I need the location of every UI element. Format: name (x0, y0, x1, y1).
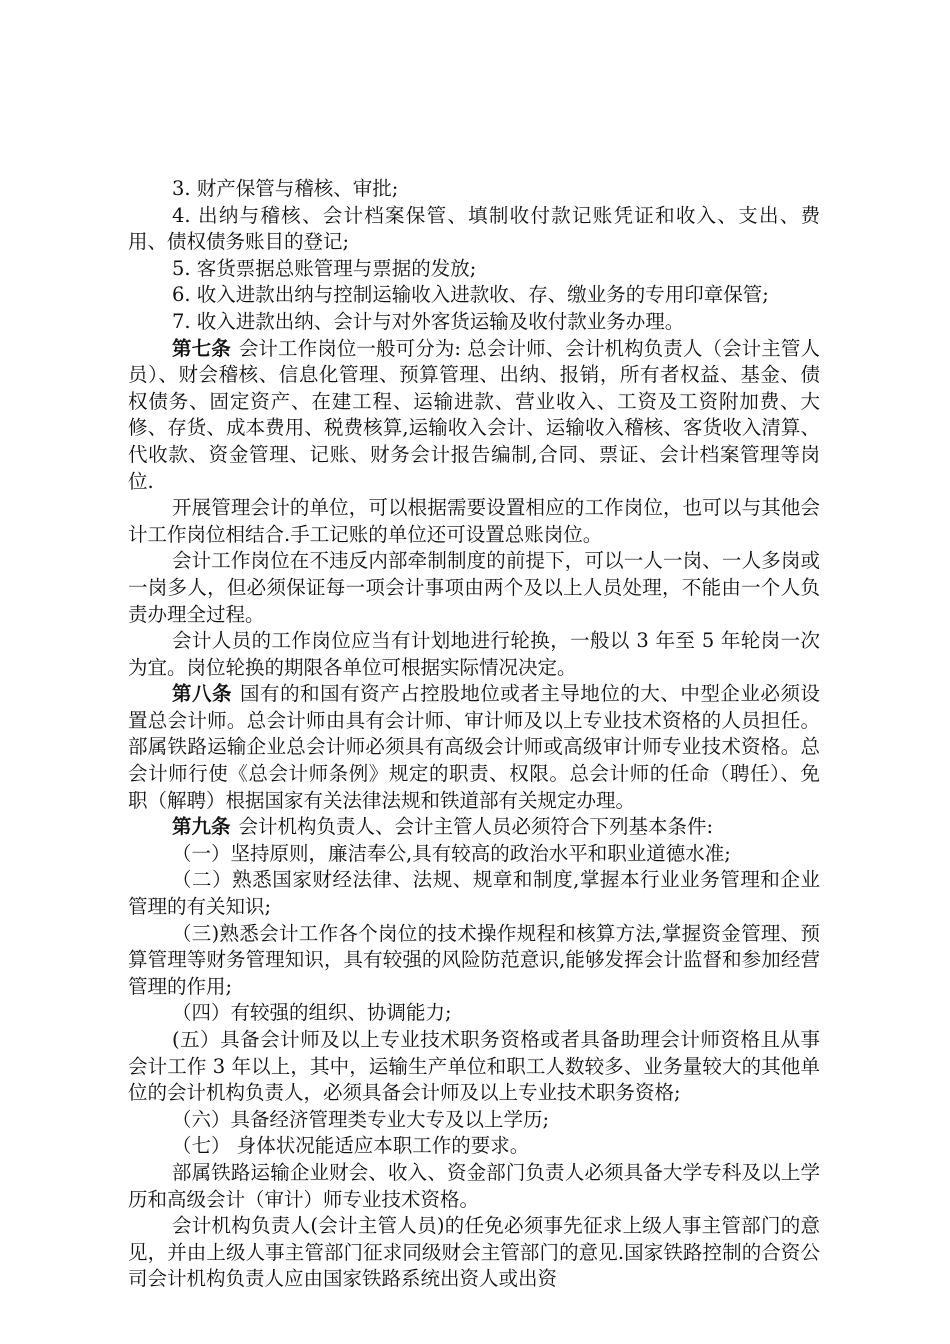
paragraph-p18 (128, 1133, 820, 1160)
paragraph-p20 (128, 1213, 820, 1293)
paragraph-p11 (128, 814, 820, 841)
paragraph-text: （四）有较强的组织、协调能力; (172, 1001, 452, 1025)
paragraph-p17 (128, 1107, 820, 1134)
paragraph-p19 (128, 1160, 820, 1213)
paragraph-text: 会计工作岗位一般可分为: 总会计师、会计机构负责人（会计主管人员）、财会稽核、信息化管理、预算管理、出纳、报销，所有者权益、基金、债权债务、固定资产、在建工程、运输进款、营业收入、工资及工资附加费、大修、存货、成本费用、税费核算,运输收入会计、运输收入稽核、客货收入清算、代收款、资金管理、记账、财务会计报告编制,合同、票证、会计档案管理等岗位. (128, 336, 820, 493)
paragraph-text: 4. 出纳与稽核、会计档案保管、填制收付款记账凭证和收入、支出、费用、债权债务账目的登记; (128, 203, 820, 254)
article-number: 第九条 (172, 815, 231, 839)
paragraph-p12 (128, 841, 820, 868)
paragraph-p4 (128, 282, 820, 309)
paragraph-text: 会计工作岗位在不违反内部牵制制度的前提下，可以一人一岗、一人多岗或一岗多人，但必须保证每一项会计事项由两个及以上人员处理，不能由一个人负责办理全过程。 (128, 549, 820, 626)
document-page (128, 176, 820, 1293)
paragraph-p5 (128, 309, 820, 336)
paragraph-text: 3. 财产保管与稽核、审批; (172, 177, 399, 200)
paragraph-text: 6. 收入进款出纳与控制运输收入进款收、存、缴业务的专用印章保管; (172, 283, 769, 307)
paragraph-p14 (128, 921, 820, 1001)
paragraph-text: （七） 身体状况能适应本职工作的要求。 (172, 1134, 530, 1158)
paragraph-p15 (128, 1000, 820, 1027)
paragraph-text: 国有的和国有资产占控股地位或者主导地位的大、中型企业必须设置总会计师。总会计师由具有会计师、审计师及以上专业技术资格的人员担任。部属铁路运输企业总会计师必须具有高级会计师或高级审计师专业技术资格。总会计师行使《总会计师条例》规定的职责、权限。总会计师的任命（聘任）、免职（解聘）根据国家有关法律法规和铁道部有关规定办理。 (128, 682, 820, 812)
paragraph-p10 (128, 681, 820, 814)
paragraph-p2 (128, 203, 820, 256)
paragraph-p7 (128, 495, 820, 548)
paragraph-p6 (128, 336, 820, 496)
paragraph-text: 会计人员的工作岗位应当有计划地进行轮换，一般以 3 年至 5 年轮岗一次为宜。岗位轮换的期限各单位可根据实际情况决定。 (128, 629, 820, 679)
paragraph-text: 开展管理会计的单位，可以根据需要设置相应的工作岗位，也可以与其他会计工作岗位相结合.手工记账的单位还可设置总账岗位。 (128, 496, 820, 546)
paragraph-text: 部属铁路运输企业财会、收入、资金部门负责人必须具备大学专科及以上学历和高级会计（审计）师专业技术资格。 (128, 1160, 820, 1211)
paragraph-p1 (128, 176, 820, 203)
paragraph-p9 (128, 628, 820, 681)
paragraph-text: (五）具备会计师及以上专业技术职务资格或者具备助理会计师资格且从事会计工作 3 年以上，其中，运输生产单位和职工人数较多、业务量较大的其他单位的会计机构负责人，必须具备会计师及以上专业技术职务资格; (128, 1028, 820, 1105)
paragraph-text: 7. 收入进款出纳、会计与对外客货运输及收付款业务办理。 (172, 309, 685, 333)
paragraph-p3 (128, 256, 820, 283)
paragraph-text: （二）熟悉国家财经法律、法规、规章和制度,掌握本行业业务管理和企业管理的有关知识; (128, 868, 820, 919)
article-number: 第七条 (172, 336, 231, 360)
paragraph-text: 会计机构负责人(会计主管人员)的任免必须事先征求上级人事主管部门的意见，并由上级人事主管部门征求同级财会主管部门的意见.国家铁路控制的合资公司会计机构负责人应由国家铁路系统出资人或出资 (128, 1214, 820, 1291)
paragraph-text: （一）坚持原则，廉洁奉公,具有较高的政治水平和职业道德水准; (172, 841, 731, 865)
paragraph-text: 会计机构负责人、会计主管人员必须符合下列基本条件: (238, 815, 714, 839)
paragraph-p13 (128, 867, 820, 920)
paragraph-text: 5. 客货票据总账管理与票据的发放; (172, 256, 477, 280)
article-number: 第八条 (172, 682, 233, 706)
paragraph-p8 (128, 548, 820, 628)
paragraph-text: （三)熟悉会计工作各个岗位的技术操作规程和核算方法,掌握资金管理、预算管理等财务管理知识，具有较强的风险防范意识,能够发挥会计监督和参加经营管理的作用; (128, 921, 820, 998)
paragraph-p16 (128, 1027, 820, 1107)
paragraph-text: （六）具备经济管理类专业大专及以上学历; (172, 1107, 550, 1131)
